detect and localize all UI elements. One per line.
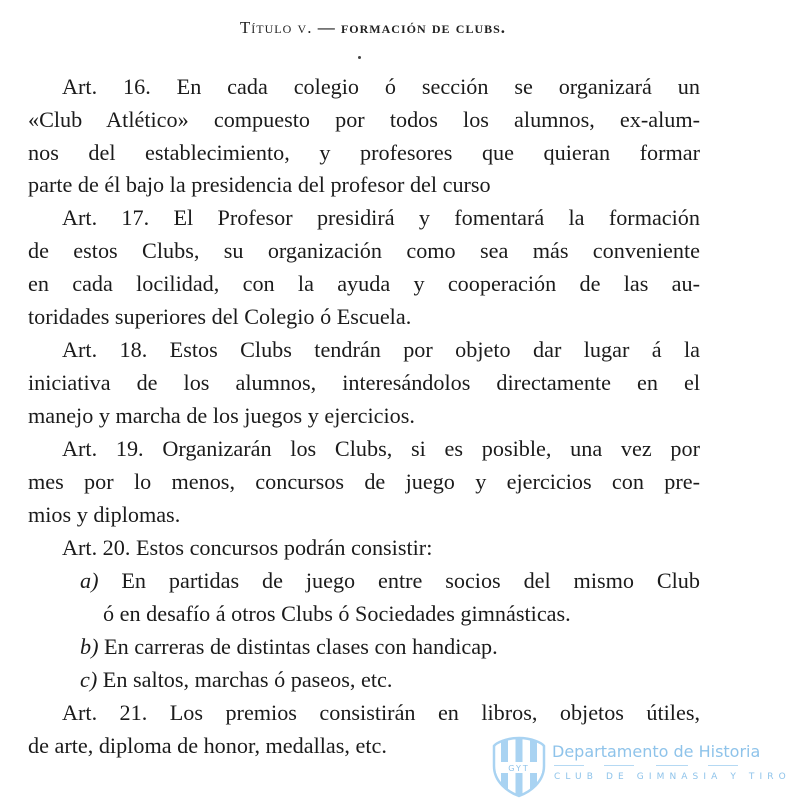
text-line: Art. 20. Estos concursos podrán consistir: <box>62 535 433 560</box>
watermark-subtitle: CLUB DE GIMNASIA Y TIRO <box>554 772 791 782</box>
section-heading <box>0 18 746 38</box>
club-shield-icon <box>492 736 546 798</box>
print-speck <box>358 56 361 59</box>
text-line: Art. 17. El Profesor presidirá y fomentará la formación <box>62 205 700 230</box>
text-line: toridades superiores del Colegio ó Escuela. <box>28 304 412 329</box>
watermark-title: Departamento de Historia <box>552 742 761 761</box>
watermark-rule <box>656 765 688 766</box>
list-marker: b) <box>80 634 99 659</box>
text-line: de arte, diploma de honor, medallas, etc. <box>28 733 387 758</box>
text-line: mes por lo menos, concursos de juego y ejercicios con pre- <box>28 469 700 494</box>
text-line: de estos Clubs, su organización como sea más conveniente <box>28 238 700 263</box>
watermark-rule <box>708 765 738 766</box>
list-item-text: En carreras de distintas clases con handicap. <box>104 634 498 659</box>
text-line: Art. 19. Organizarán los Clubs, si es posible, una vez por <box>62 436 700 461</box>
list-item-c <box>80 667 700 693</box>
text-line: en cada locilidad, con la ayuda y cooperación de las au- <box>28 271 700 296</box>
text-line: Art. 21. Los premios consistirán en libros, objetos útiles, <box>62 700 700 725</box>
list-item-text: En saltos, marchas ó paseos, etc. <box>102 667 393 692</box>
text-line: mios y diplomas. <box>28 502 181 527</box>
list-marker: c) <box>80 667 98 692</box>
text-line: «Club Atlético» compuesto por todos los alumnos, ex-alum- <box>28 107 700 132</box>
text-line: manejo y marcha de los juegos y ejercicios. <box>28 403 415 428</box>
watermark-logo <box>492 736 791 796</box>
watermark-rule <box>604 765 634 766</box>
text-line: parte de él bajo la presidencia del profesor del curso <box>28 172 491 197</box>
list-item-text: En partidas de juego entre socios del mismo Club <box>121 568 700 593</box>
text-line: iniciativa de los alumnos, interesándolos directamente en el <box>28 370 700 395</box>
heading-dash: — <box>312 18 341 37</box>
text-line: Art. 18. Estos Clubs tendrán por objeto dar lugar á la <box>62 337 700 362</box>
heading-title-number: Título v. <box>239 18 313 37</box>
text-line: Art. 16. En cada colegio ó sección se organizará un <box>62 74 700 99</box>
list-item-a <box>80 568 700 594</box>
text-line: ó en desafío á otros Clubs ó Sociedades gimnásticas. <box>103 601 571 626</box>
watermark-rule <box>554 765 584 766</box>
list-marker: a) <box>80 568 99 593</box>
text-line: nos del establecimiento, y profesores que quieran formar <box>28 140 700 165</box>
shield-initials: GYT <box>508 764 530 773</box>
list-item-b <box>80 634 700 660</box>
heading-subject: formación de clubs. <box>340 18 507 37</box>
